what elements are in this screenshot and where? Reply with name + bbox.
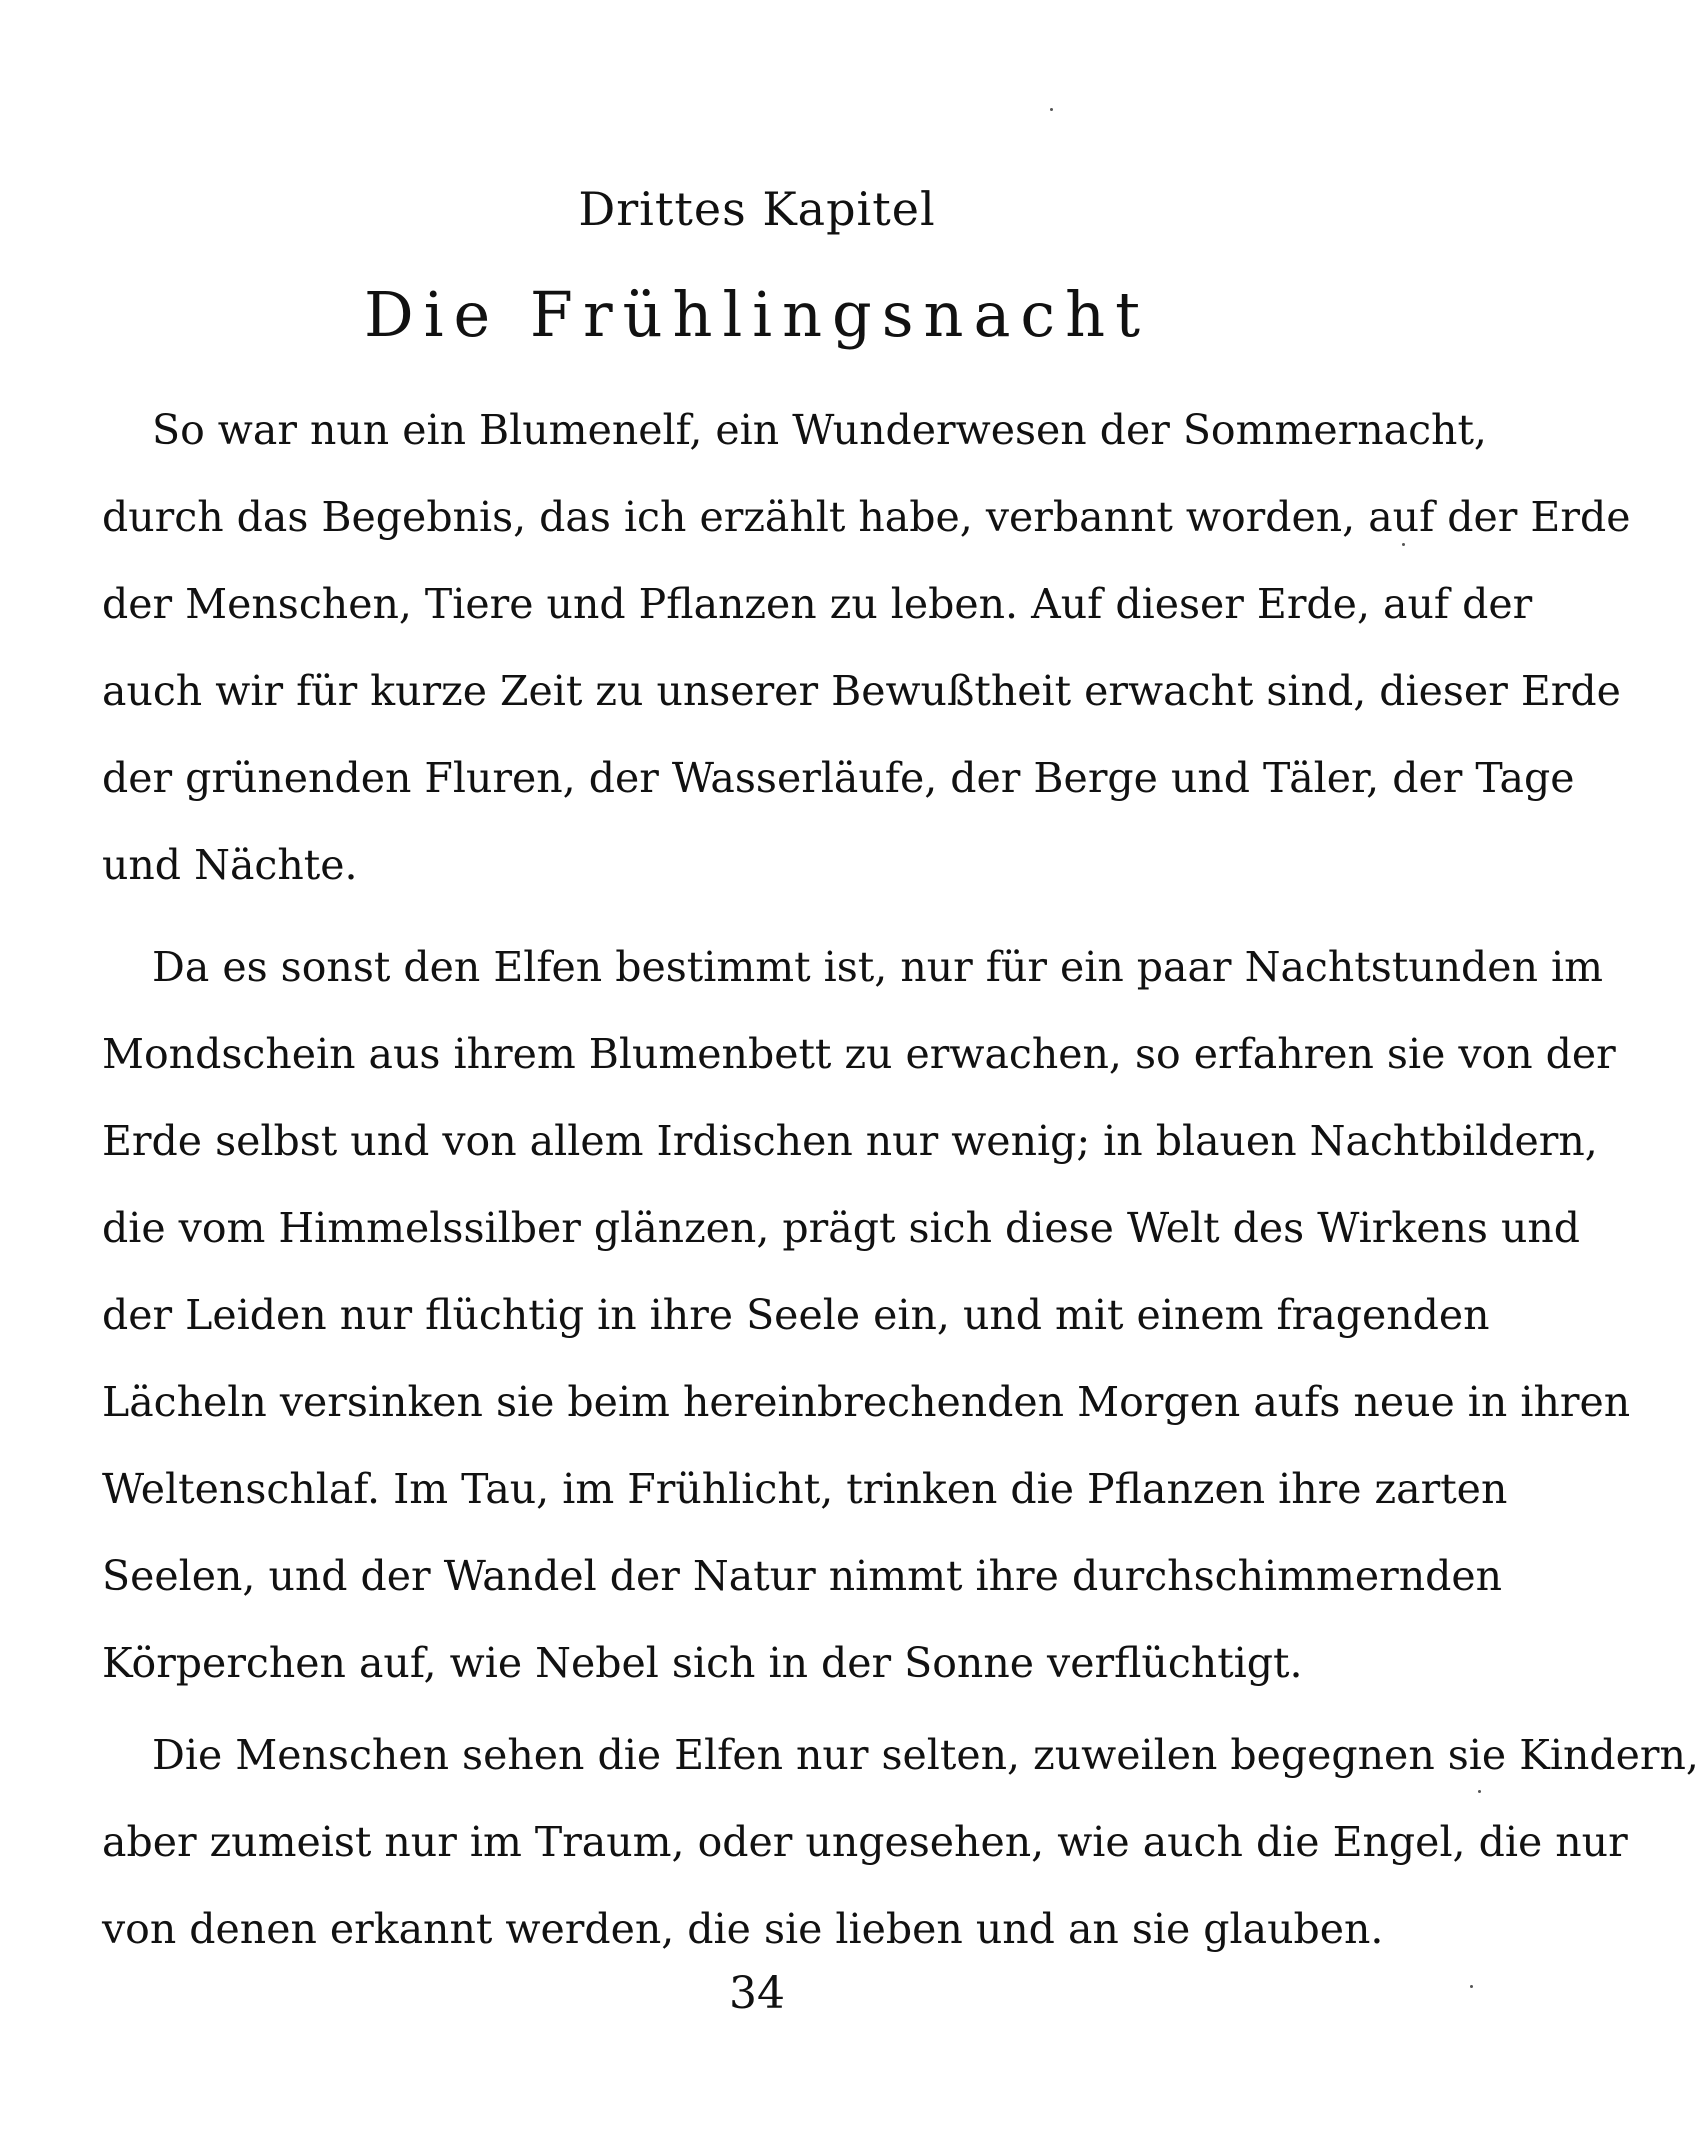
scan-speck [1402,543,1405,546]
scan-speck [1478,1790,1481,1793]
text-line: der Menschen, Tiere und Pflanzen zu leben. Auf dieser Erde, auf der [102,580,1533,628]
text-line: Mondschein aus ihrem Blumenbett zu erwachen, so erfahren sie von der [102,1030,1616,1078]
text-line: aber zumeist nur im Traum, oder ungesehen, wie auch die Engel, die nur [102,1818,1628,1866]
text-line: die vom Himmelssilber glänzen, prägt sich diese Welt des Wirkens und [102,1204,1581,1252]
text-line: Weltenschlaf. Im Tau, im Frühlicht, trinken die Pflanzen ihre zarten [102,1465,1508,1513]
text-line: Seelen, und der Wandel der Natur nimmt ihre durchschimmernden [102,1552,1503,1600]
text-line: So war nun ein Blumenelf, ein Wunderwesen der Sommernacht, [152,406,1487,454]
page-number: 34 [729,1968,785,2019]
text-line: Lächeln versinken sie beim hereinbrechenden Morgen aufs neue in ihren [102,1378,1631,1426]
scan-speck [1470,1985,1473,1988]
chapter-label: Drittes Kapitel [578,182,936,236]
text-line: Da es sonst den Elfen bestimmt ist, nur für ein paar Nachtstunden im [152,943,1603,991]
text-line: durch das Begebnis, das ich erzählt habe, verbannt worden, auf der Erde [102,493,1631,541]
text-line: der Leiden nur flüchtig in ihre Seele ein, und mit einem fragenden [102,1291,1490,1339]
text-line: Körperchen auf, wie Nebel sich in der Sonne verflüchtigt. [102,1639,1303,1687]
text-line: von denen erkannt werden, die sie lieben und an sie glauben. [102,1905,1384,1953]
text-line: Erde selbst und von allem Irdischen nur wenig; in blauen Nachtbildern, [102,1117,1598,1165]
text-line: und Nächte. [102,841,358,889]
scan-speck [1050,108,1053,111]
text-line: auch wir für kurze Zeit zu unserer Bewußtheit erwacht sind, dieser Erde [102,667,1621,715]
text-line: der grünenden Fluren, der Wasserläufe, der Berge und Täler, der Tage [102,754,1575,802]
text-line: Die Menschen sehen die Elfen nur selten, zuweilen begegnen sie Kindern, [152,1731,1699,1779]
chapter-title: Die Frühlingsnacht [363,278,1150,351]
